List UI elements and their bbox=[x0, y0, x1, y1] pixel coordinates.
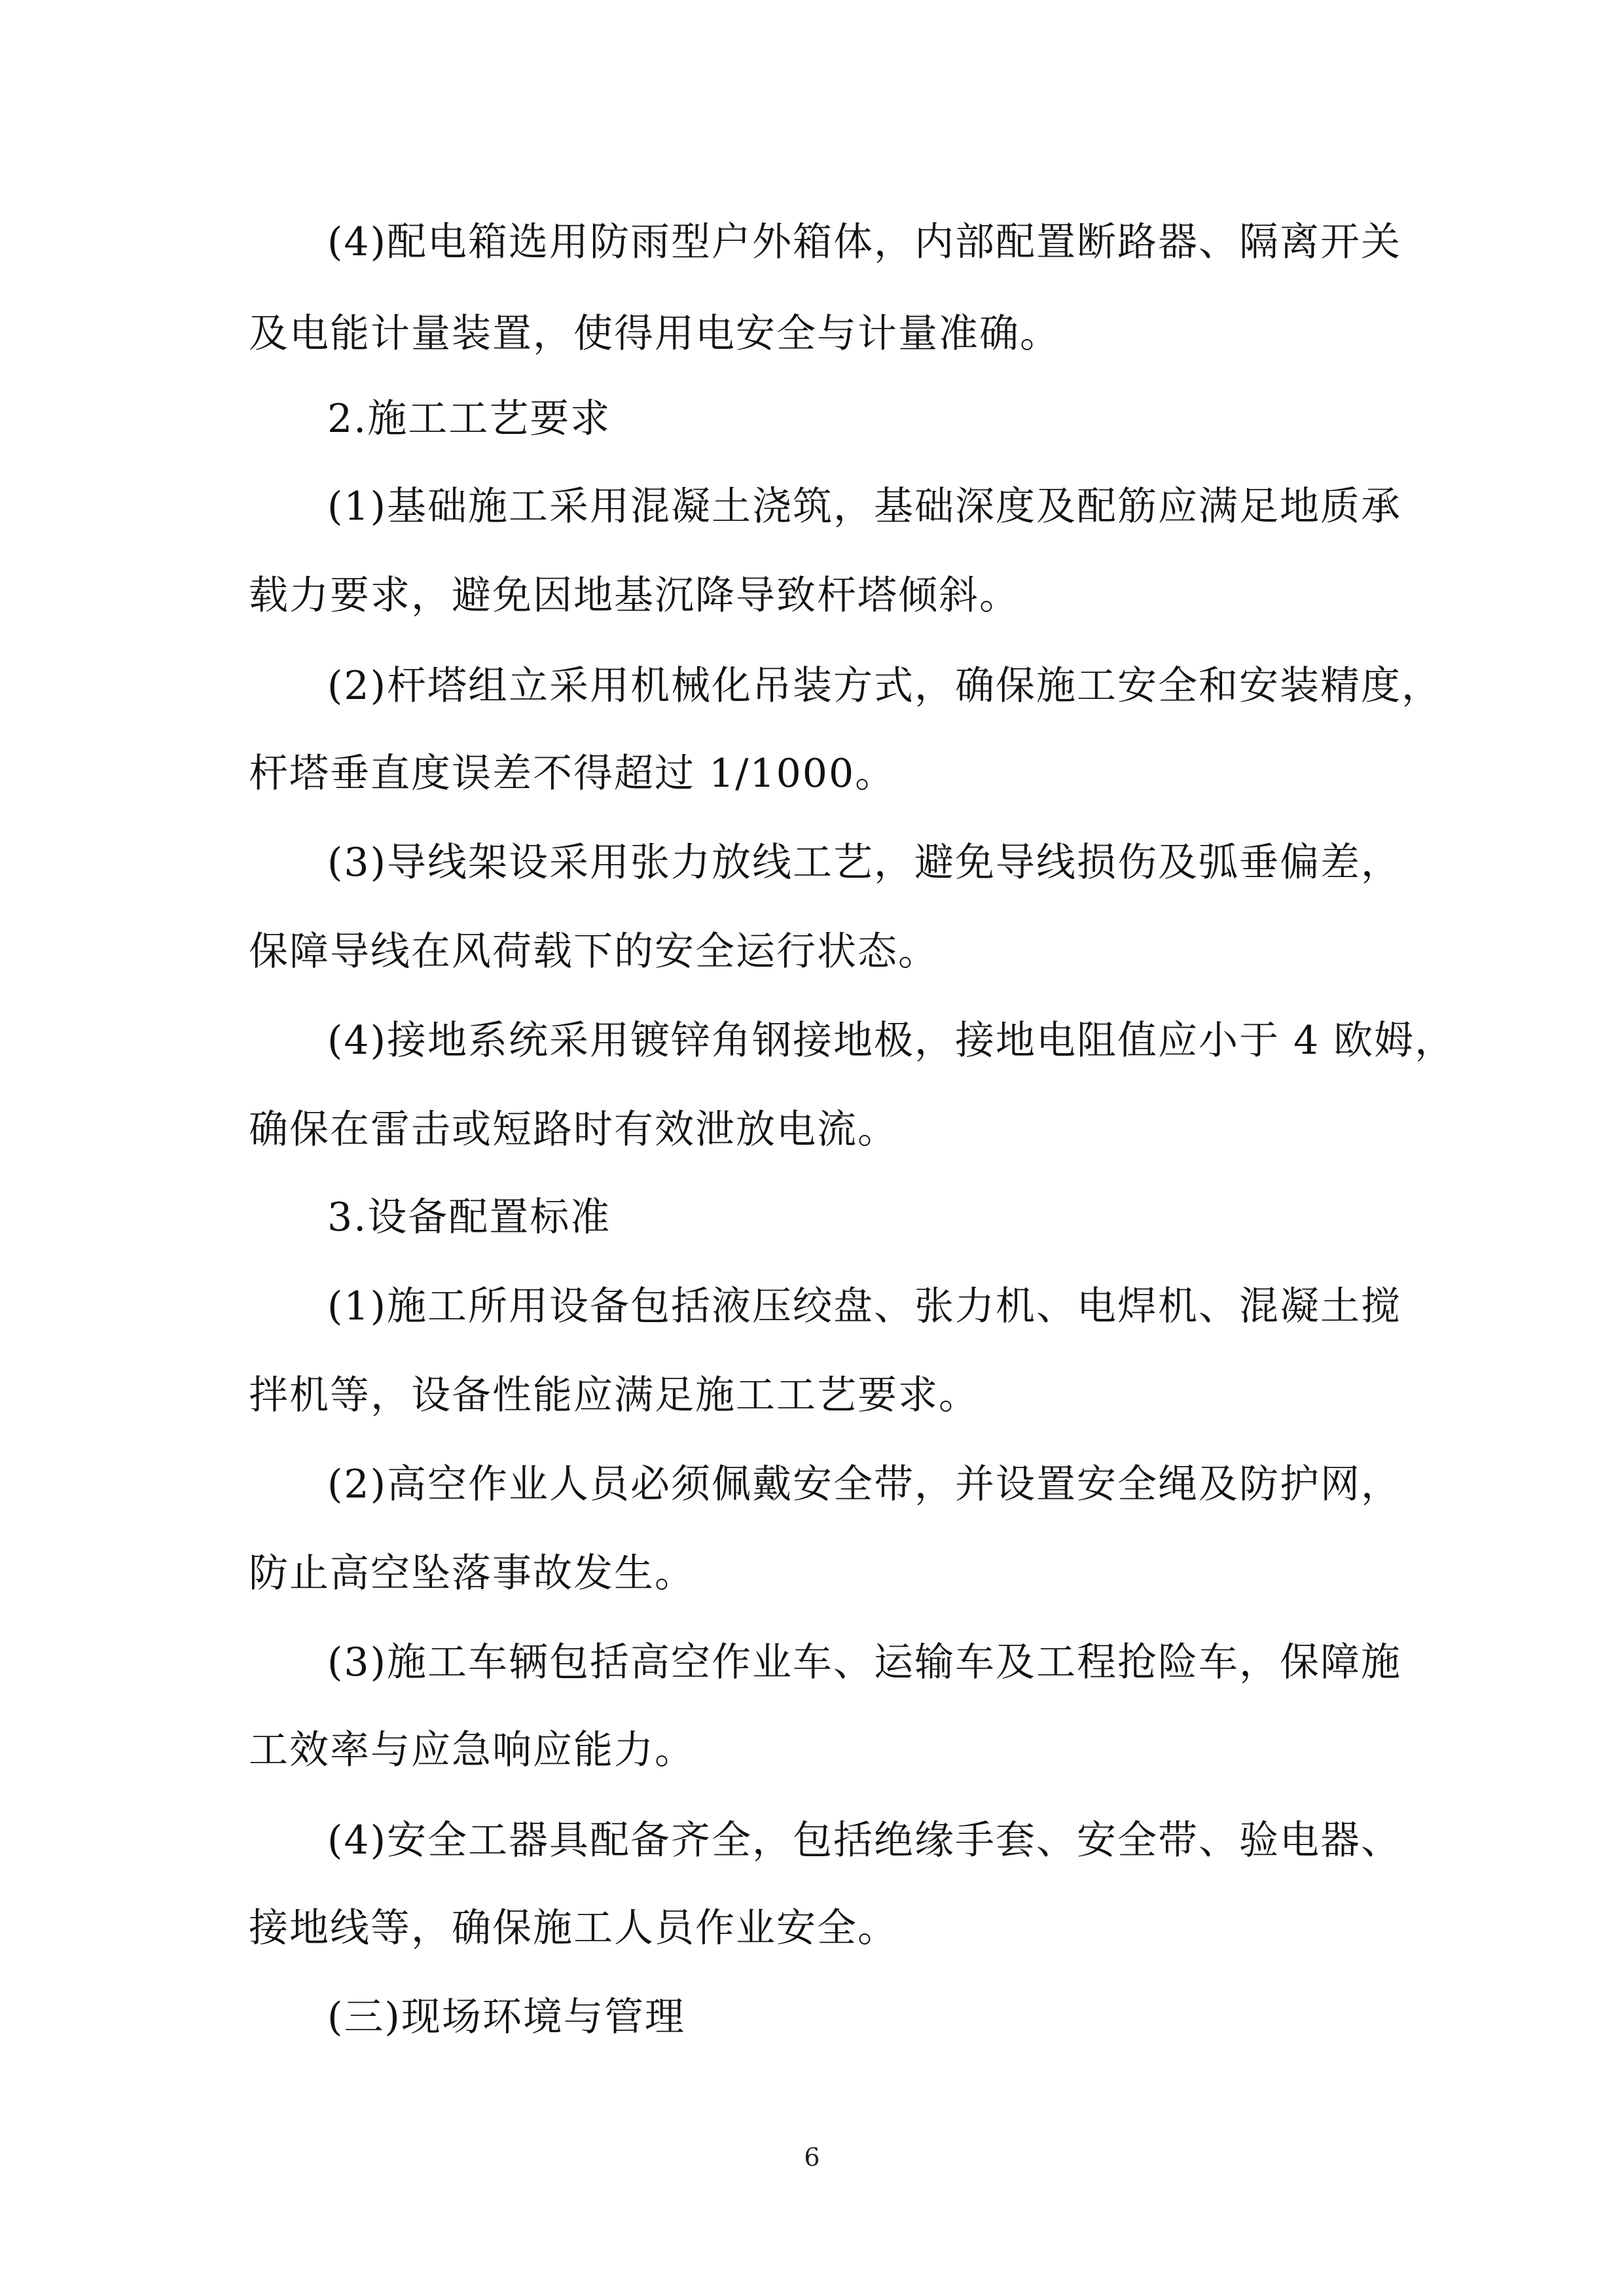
paragraph-line: 确保在雷击或短路时有效泄放电流。 bbox=[249, 1107, 898, 1153]
paragraph-line: 载力要求，避免因地基沉降导致杆塔倾斜。 bbox=[249, 573, 1020, 619]
paragraph-line: (1)施工所用设备包括液压绞盘、张力机、电焊机、混凝土搅 bbox=[327, 1283, 1401, 1329]
paragraph-line: (4)接地系统采用镀锌角钢接地极，接地电阻值应小于 4 欧姆， bbox=[327, 1018, 1456, 1064]
paragraph-line: 拌机等，设备性能应满足施工工艺要求。 bbox=[249, 1372, 979, 1418]
paragraph-line: (2)高空作业人员必须佩戴安全带，并设置安全绳及防护网， bbox=[327, 1462, 1401, 1507]
paragraph-line: 防止高空坠落事故发生。 bbox=[249, 1551, 695, 1596]
paragraph-line: 杆塔垂直度误差不得超过 1/1000。 bbox=[249, 751, 896, 797]
paragraph-line: (1)基础施工采用混凝土浇筑，基础深度及配筋应满足地质承 bbox=[327, 484, 1401, 529]
section-heading: 3.设备配置标准 bbox=[327, 1194, 611, 1240]
paragraph-line: (3)施工车辆包括高空作业车、运输车及工程抢险车，保障施 bbox=[327, 1640, 1401, 1685]
paragraph-line: 及电能计量装置，使得用电安全与计量准确。 bbox=[249, 311, 1060, 357]
paragraph-line: (3)导线架设采用张力放线工艺，避免导线损伤及弧垂偏差， bbox=[327, 840, 1401, 886]
paragraph-line: (4)安全工器具配备齐全，包括绝缘手套、安全带、验电器、 bbox=[327, 1818, 1401, 1863]
paragraph-line: (4)配电箱选用防雨型户外箱体，内部配置断路器、隔离开关 bbox=[327, 219, 1401, 265]
paragraph-line: 保障导线在风荷载下的安全运行状态。 bbox=[249, 929, 939, 975]
section-heading: 2.施工工艺要求 bbox=[327, 396, 611, 442]
paragraph-line: (2)杆塔组立采用机械化吊装方式，确保施工安全和安装精度， bbox=[327, 663, 1442, 709]
page-number: 6 bbox=[804, 2143, 820, 2172]
paragraph-line: 工效率与应急响应能力。 bbox=[249, 1727, 695, 1773]
section-heading: (三)现场环境与管理 bbox=[327, 1994, 685, 2040]
paragraph-line: 接地线等，确保施工人员作业安全。 bbox=[249, 1905, 898, 1951]
